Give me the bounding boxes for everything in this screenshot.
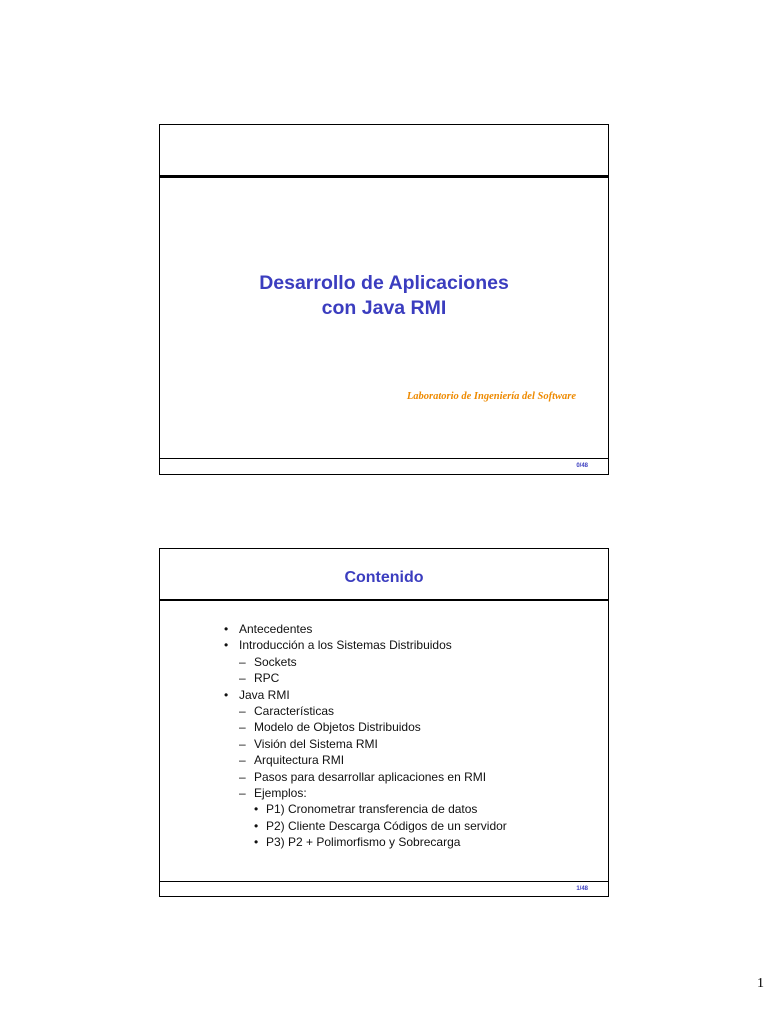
- bullet-icon: •: [254, 818, 259, 833]
- contents-item: [224, 769, 507, 785]
- contents-item: [224, 801, 507, 817]
- contents-item-text: Java RMI: [239, 687, 290, 702]
- slide-contents: [159, 548, 609, 897]
- slide-title-line-2: con Java RMI: [321, 297, 447, 319]
- slide-footer-rule: [160, 881, 608, 882]
- contents-item-text: RPC: [254, 671, 280, 686]
- contents-item: [224, 687, 507, 703]
- dash-icon: –: [239, 736, 246, 751]
- contents-item: [224, 703, 507, 719]
- dash-icon: –: [239, 769, 246, 784]
- slide-footer-rule: [160, 458, 608, 459]
- contents-item: [224, 818, 507, 834]
- slide-title-line-1: Desarrollo de Aplicaciones: [259, 272, 509, 294]
- contents-item: [224, 621, 507, 637]
- dash-icon: –: [239, 704, 246, 719]
- contents-list: [224, 621, 507, 851]
- contents-item-text: Ejemplos:: [254, 786, 307, 801]
- slide-page-number: 1/48: [576, 886, 588, 892]
- contents-item-text: Pasos para desarrollar aplicaciones en RMI: [254, 769, 487, 784]
- dash-icon: –: [239, 654, 246, 669]
- bullet-icon: •: [224, 622, 229, 636]
- contents-item: [224, 654, 507, 670]
- contents-item: [224, 752, 507, 768]
- bullet-icon: •: [224, 687, 229, 702]
- contents-item: [224, 785, 507, 801]
- slide-title: Contenido: [344, 569, 424, 586]
- slide-subtitle: Laboratorio de Ingeniería del Software: [406, 391, 576, 402]
- contents-item-text: Antecedentes: [239, 622, 313, 636]
- contents-item-text: Características: [254, 704, 335, 719]
- dash-icon: –: [239, 720, 246, 735]
- contents-item-text: P3) P2 + Polimorfismo y Sobrecarga: [266, 835, 461, 850]
- dash-icon: –: [239, 753, 246, 768]
- slide-header-rule: [160, 175, 608, 178]
- contents-item-text: Visión del Sistema RMI: [254, 736, 378, 751]
- contents-item-text: Introducción a los Sistemas Distribuidos: [239, 638, 452, 653]
- contents-item: [224, 736, 507, 752]
- contents-item: [224, 637, 507, 653]
- contents-item-text: Arquitectura RMI: [254, 753, 345, 768]
- bullet-icon: •: [254, 835, 259, 850]
- contents-item: [224, 670, 507, 686]
- contents-item-text: Modelo de Objetos Distribuidos: [254, 720, 421, 735]
- contents-item: [224, 719, 507, 735]
- dash-icon: –: [239, 786, 246, 801]
- contents-item-text: Sockets: [254, 654, 297, 669]
- slide-page-number: 0/48: [576, 463, 588, 469]
- slide-header-rule: [160, 599, 608, 601]
- contents-item-text: P1) Cronometrar transferencia de datos: [266, 802, 478, 817]
- slide-title-card: [159, 124, 609, 475]
- bullet-icon: •: [254, 802, 259, 817]
- slide-title: [160, 271, 608, 321]
- contents-item-text: P2) Cliente Descarga Códigos de un servidor: [266, 818, 507, 833]
- sheet-page-number: 1: [757, 976, 764, 991]
- dash-icon: –: [239, 671, 246, 686]
- contents-item: [224, 834, 507, 850]
- bullet-icon: •: [224, 638, 229, 653]
